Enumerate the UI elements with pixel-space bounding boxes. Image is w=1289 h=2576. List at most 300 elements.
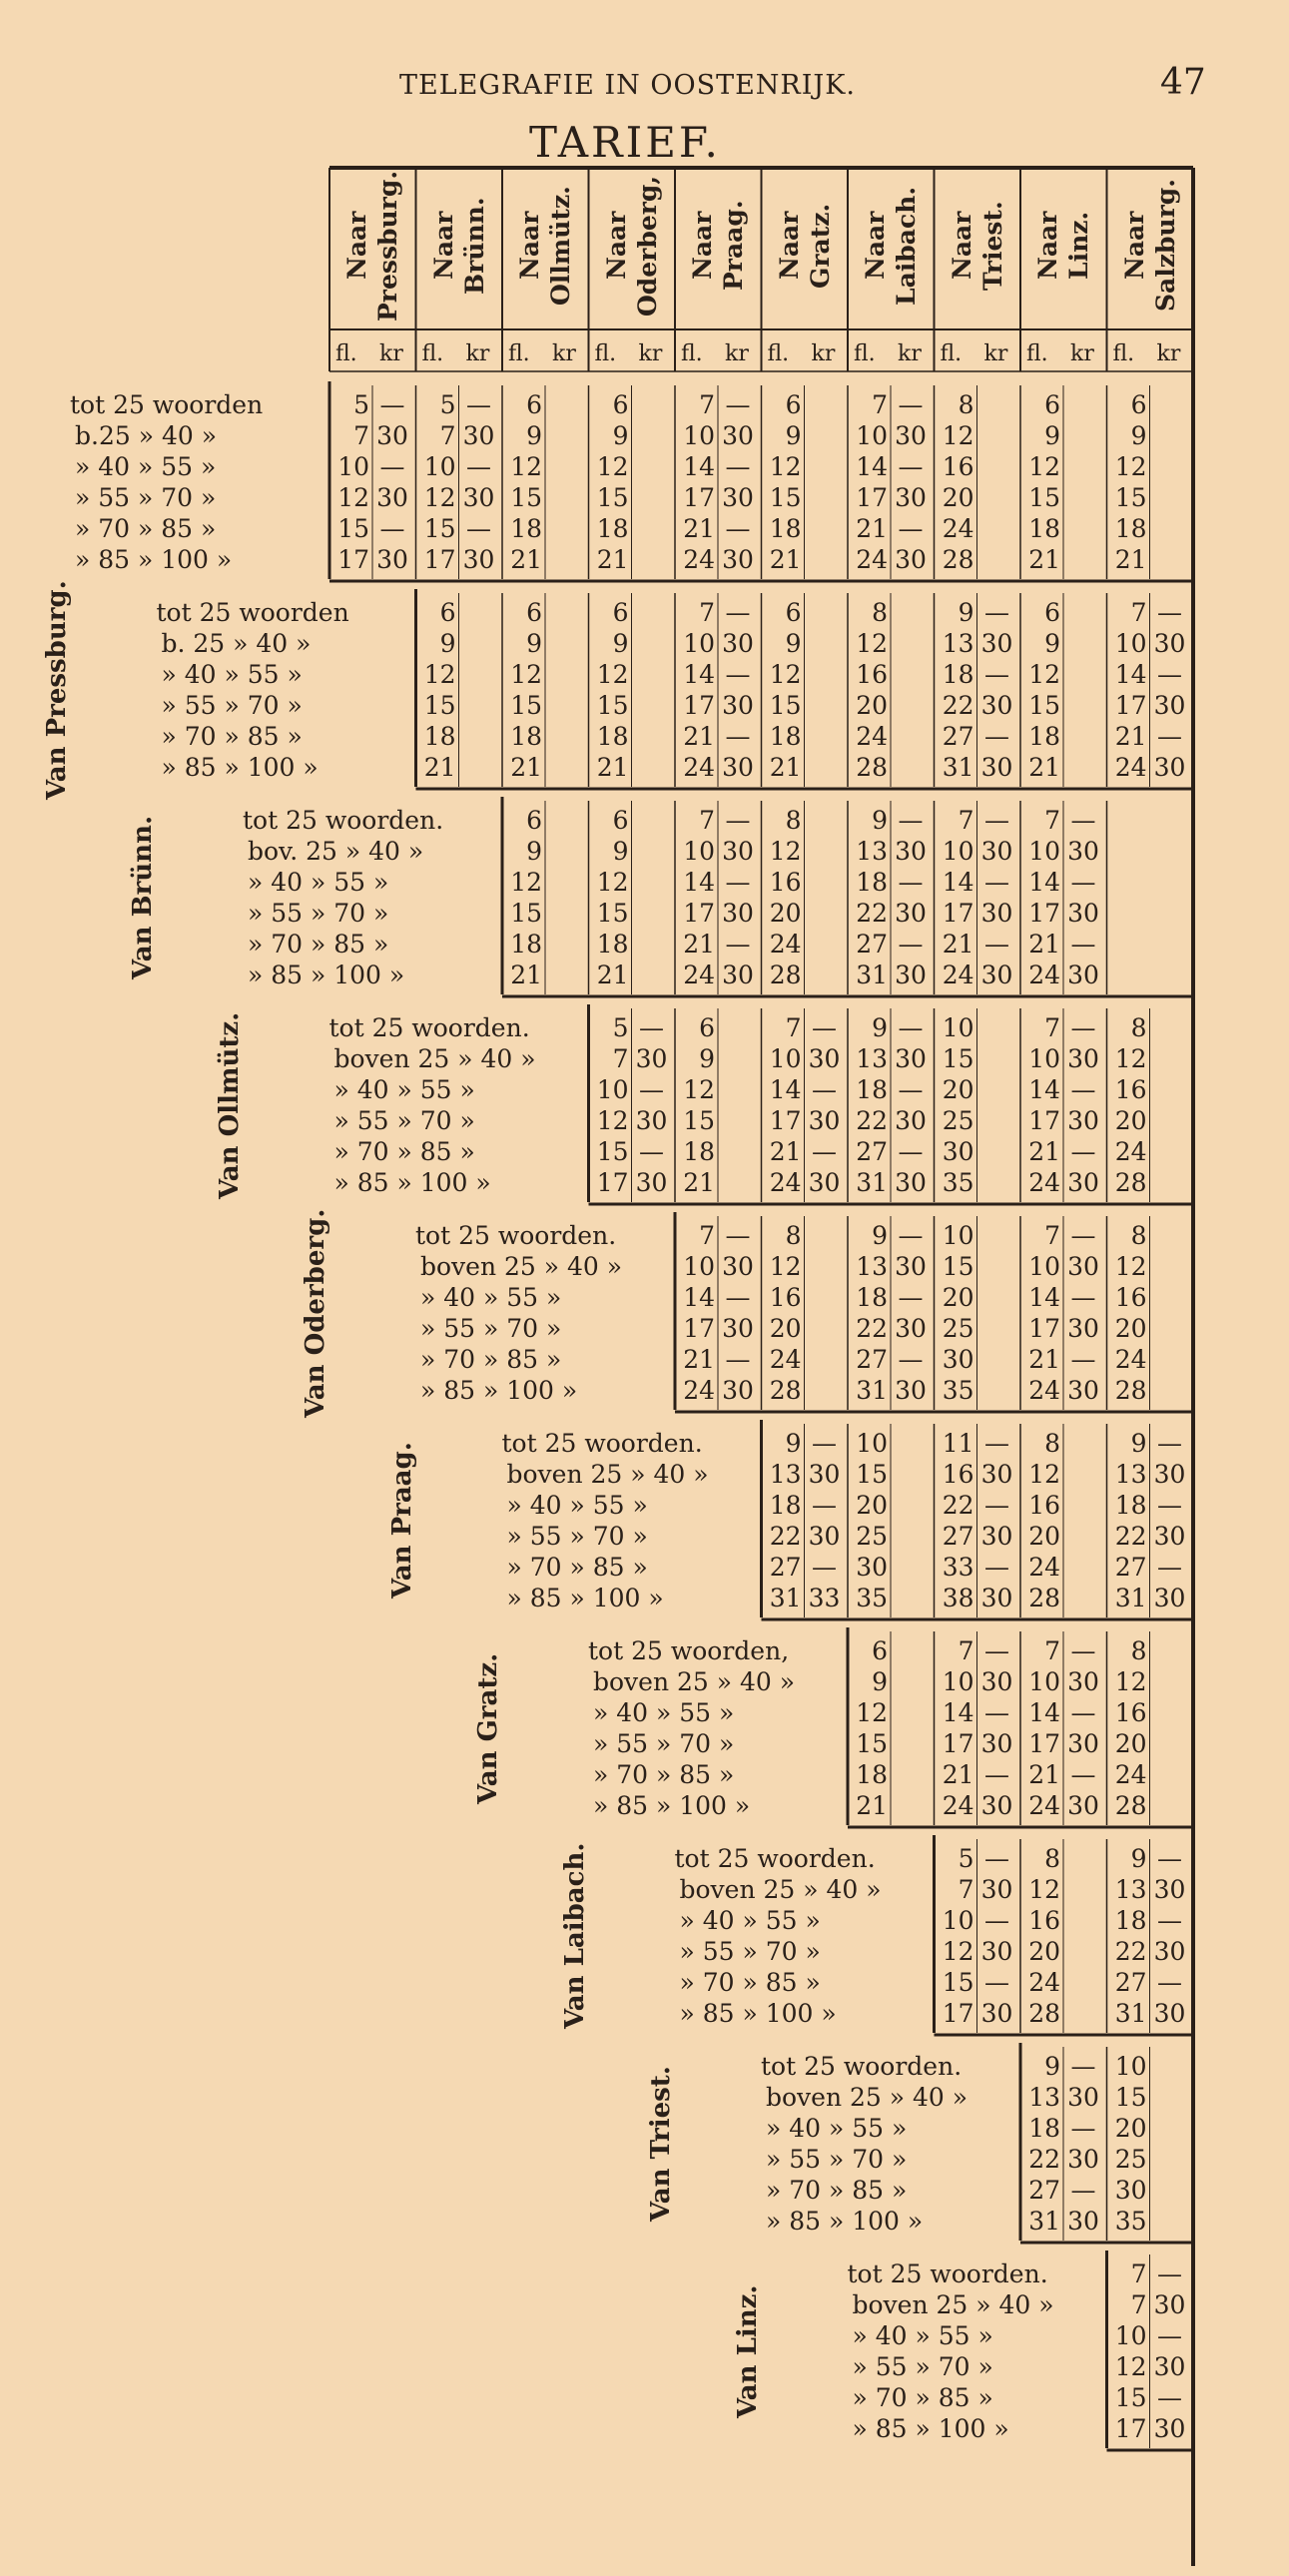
kr-value — [1150, 389, 1190, 420]
kr-value: — — [725, 390, 751, 419]
fl-value: 30 — [942, 1345, 974, 1374]
kr-value: — — [1070, 1698, 1096, 1727]
kr-value: 30 — [808, 1522, 841, 1551]
fl-value: 22 — [856, 899, 888, 928]
fl-value: 17 — [1028, 899, 1060, 928]
kr-value — [891, 1728, 931, 1759]
kr-value — [545, 805, 585, 836]
kr-value — [805, 544, 845, 575]
word-band-label: » 40 » 55 » — [766, 2114, 908, 2143]
fl-value: 9 — [612, 837, 629, 866]
column-header-10 — [1107, 161, 1193, 330]
kr-value — [891, 690, 931, 721]
kr-value: 30 — [1067, 961, 1099, 989]
fl-value: 12 — [1028, 452, 1060, 481]
kr-value — [545, 752, 585, 783]
unit-fl: fl. — [1026, 341, 1048, 366]
kr-value: — — [812, 1553, 837, 1582]
unit-kr: kr — [1070, 341, 1094, 366]
fl-value: 21 — [596, 753, 629, 782]
kr-value: — — [812, 1137, 837, 1166]
fl-value: 28 — [1114, 1376, 1147, 1405]
column-header-city: Linz. — [1064, 211, 1093, 281]
fl-value: 15 — [1028, 483, 1060, 512]
kr-value: 30 — [895, 961, 927, 989]
kr-value: 30 — [980, 837, 1013, 866]
kr-value: — — [1070, 2176, 1096, 2205]
kr-value — [1063, 1905, 1103, 1936]
unit-fl: fl. — [1112, 341, 1135, 366]
fl-value: 20 — [856, 691, 888, 720]
fl-value: 14 — [769, 1075, 802, 1104]
fl-value: 31 — [856, 961, 888, 989]
kr-value — [1063, 482, 1103, 513]
column-header-city: Brünn. — [459, 197, 489, 295]
kr-value: 30 — [1153, 1937, 1186, 1966]
fl-value: 10 — [683, 1252, 715, 1281]
column-header-8 — [935, 161, 1020, 330]
column-header-prefix: Naar — [774, 211, 804, 281]
column-header-4 — [589, 161, 675, 330]
kr-value: 30 — [980, 961, 1013, 989]
kr-value — [977, 1220, 1017, 1251]
kr-value — [632, 597, 672, 628]
column-header-city: Triest. — [977, 201, 1007, 291]
kr-value: — — [725, 806, 751, 835]
kr-value: 30 — [722, 753, 754, 782]
kr-value: — — [1157, 2383, 1182, 2412]
word-band-label: » 70 » 85 » — [161, 722, 303, 751]
fl-value: 31 — [1028, 2207, 1060, 2236]
fl-value: 30 — [942, 1137, 974, 1166]
kr-value — [977, 1344, 1017, 1375]
fl-value: 10 — [942, 1221, 974, 1250]
kr-value — [1063, 451, 1103, 482]
fl-value: 14 — [1028, 1075, 1060, 1104]
kr-value — [891, 721, 931, 752]
fl-value: 20 — [1028, 1522, 1060, 1551]
kr-value — [805, 597, 845, 628]
fl-value: 18 — [856, 868, 888, 897]
kr-value: 30 — [722, 837, 754, 866]
fl-value: 8 — [958, 390, 974, 419]
tot-25-words-label: tot 25 woorden. — [761, 2052, 963, 2081]
kr-value — [805, 420, 845, 451]
fl-value: 7 — [1130, 2259, 1147, 2288]
kr-value — [891, 1459, 931, 1490]
fl-value: 14 — [942, 868, 974, 897]
column-header-prefix: Naar — [515, 211, 544, 281]
unit-fl: fl. — [421, 341, 444, 366]
fl-value: 28 — [769, 1376, 802, 1405]
kr-value — [1150, 2175, 1190, 2206]
fl-value: 8 — [785, 1221, 802, 1250]
kr-value: 30 — [980, 1937, 1013, 1966]
kr-value — [545, 960, 585, 990]
kr-value — [1063, 659, 1103, 690]
fl-value: 27 — [856, 1137, 888, 1166]
kr-value — [977, 1282, 1017, 1313]
fl-value: 16 — [1028, 1491, 1060, 1520]
tot-25-words-label: tot 25 woorden. — [243, 806, 444, 835]
unit-fl: fl. — [681, 341, 703, 366]
kr-value: — — [812, 1013, 837, 1042]
kr-value: 30 — [722, 483, 754, 512]
fl-value: 18 — [1028, 2114, 1060, 2143]
kr-value — [805, 1220, 845, 1251]
kr-value: — — [639, 1075, 664, 1104]
fl-value: 15 — [769, 483, 802, 512]
kr-value — [805, 451, 845, 482]
fl-value: 15 — [856, 1460, 888, 1489]
kr-value — [1150, 1043, 1190, 1074]
fl-value: 24 — [1028, 1791, 1060, 1820]
fl-value: 7 — [699, 806, 715, 835]
kr-value: — — [1070, 1221, 1096, 1250]
kr-value: — — [984, 722, 1009, 751]
kr-value: — — [379, 514, 405, 543]
fl-value: 17 — [423, 545, 456, 574]
kr-value — [805, 1251, 845, 1282]
kr-value — [977, 1251, 1017, 1282]
kr-value — [632, 482, 672, 513]
fl-value: 21 — [769, 1137, 802, 1166]
kr-value: — — [898, 1283, 924, 1312]
kr-value — [1063, 628, 1103, 659]
word-band-label: » 85 » 100 » — [75, 545, 233, 574]
kr-value: — — [984, 660, 1009, 689]
kr-value: — — [725, 1221, 751, 1250]
word-band-label: boven 25 » 40 » — [679, 1875, 882, 1904]
word-band-label: » 70 » 85 » — [593, 1760, 735, 1789]
fl-value: 12 — [596, 660, 629, 689]
kr-value — [977, 1167, 1017, 1198]
column-header-2 — [416, 161, 502, 330]
fl-value: 24 — [683, 545, 715, 574]
kr-value: — — [898, 1137, 924, 1166]
kr-value: — — [1157, 1553, 1182, 1582]
kr-value: 30 — [980, 1460, 1013, 1489]
kr-value: — — [466, 452, 491, 481]
word-band-label: » 40 » 55 » — [506, 1491, 648, 1520]
kr-value: 30 — [722, 629, 754, 658]
fl-value: 35 — [856, 1584, 888, 1612]
fl-value: 21 — [683, 1168, 715, 1197]
fl-value: 10 — [337, 452, 369, 481]
kr-value: 30 — [895, 899, 927, 928]
fl-value: 15 — [683, 1106, 715, 1135]
word-band-label: boven 25 » 40 » — [852, 2290, 1054, 2319]
kr-value: — — [1070, 1345, 1096, 1374]
fl-value: 21 — [683, 514, 715, 543]
kr-value: 30 — [980, 1522, 1013, 1551]
fl-value: 24 — [683, 753, 715, 782]
kr-value: — — [1157, 2259, 1182, 2288]
kr-value — [891, 1583, 931, 1613]
fl-value: 8 — [1044, 1844, 1060, 1873]
fl-value: 14 — [683, 452, 715, 481]
fl-value: 12 — [769, 452, 802, 481]
fl-value: 15 — [596, 691, 629, 720]
kr-value — [1150, 2082, 1190, 2113]
origin-label: Van Pressburg. — [41, 580, 72, 800]
kr-value: — — [898, 1345, 924, 1374]
fl-value: 14 — [856, 452, 888, 481]
fl-value: 28 — [1114, 1791, 1147, 1820]
fl-value: 28 — [1028, 1584, 1060, 1612]
kr-value — [1150, 451, 1190, 482]
fl-value: 10 — [942, 1667, 974, 1696]
tot-25-words-label: tot 25 woorden. — [847, 2259, 1048, 2288]
fl-value: 18 — [856, 1075, 888, 1104]
kr-value: 30 — [635, 1106, 668, 1135]
kr-value: 30 — [635, 1044, 668, 1073]
fl-value: 15 — [769, 691, 802, 720]
fl-value: 13 — [856, 1252, 888, 1281]
kr-value — [1150, 1282, 1190, 1313]
kr-value — [632, 929, 672, 960]
word-band-label: boven 25 » 40 » — [593, 1667, 796, 1696]
fl-value: 6 — [785, 390, 802, 419]
kr-value: 30 — [1067, 837, 1099, 866]
fl-value: 24 — [1114, 753, 1147, 782]
fl-value: 10 — [1114, 2052, 1147, 2081]
word-band-label: b. 25 » 40 » — [161, 629, 312, 658]
word-band-label: » 55 » 70 » — [679, 1937, 821, 1966]
kr-value: 30 — [895, 1106, 927, 1135]
fl-value: 28 — [856, 753, 888, 782]
fl-value: 18 — [1114, 1906, 1147, 1935]
kr-value: 30 — [1067, 2083, 1099, 2112]
unit-kr: kr — [638, 341, 663, 366]
kr-value — [632, 389, 672, 420]
kr-value — [891, 628, 931, 659]
fl-value: 24 — [1028, 1553, 1060, 1582]
fl-value: 9 — [872, 806, 888, 835]
kr-value — [1063, 420, 1103, 451]
page-header — [0, 0, 1289, 180]
fl-value: 12 — [423, 483, 456, 512]
fl-value: 16 — [1028, 1906, 1060, 1935]
fl-value: 21 — [942, 1760, 974, 1789]
fl-value: 21 — [683, 1345, 715, 1374]
kr-value: — — [1070, 1760, 1096, 1789]
table-title: TARIEF. — [529, 118, 721, 167]
fl-value: 16 — [1114, 1283, 1147, 1312]
kr-value: — — [725, 1283, 751, 1312]
word-band-label: » 55 » 70 » — [766, 2145, 908, 2174]
kr-value: — — [984, 1491, 1009, 1520]
kr-value — [632, 805, 672, 836]
kr-value: — — [898, 452, 924, 481]
kr-value — [459, 628, 499, 659]
kr-value — [891, 1521, 931, 1552]
kr-value: 30 — [808, 1460, 841, 1489]
kr-value — [718, 1043, 758, 1074]
fl-value: 10 — [1028, 1252, 1060, 1281]
fl-value: 22 — [942, 1491, 974, 1520]
fl-value: 14 — [683, 1283, 715, 1312]
kr-value — [805, 659, 845, 690]
fl-value: 16 — [856, 660, 888, 689]
kr-value: 30 — [1067, 2207, 1099, 2236]
word-band-label: » 85 » 100 » — [506, 1584, 664, 1612]
word-band-label: » 55 » 70 » — [333, 1106, 475, 1135]
fl-value: 6 — [526, 390, 542, 419]
kr-value: — — [898, 806, 924, 835]
kr-value: — — [1157, 2321, 1182, 2350]
fl-value: 17 — [1028, 1729, 1060, 1758]
kr-value: — — [984, 1636, 1009, 1665]
fl-value: 14 — [942, 1698, 974, 1727]
kr-value — [891, 1552, 931, 1583]
fl-value: 10 — [1028, 837, 1060, 866]
kr-value: 30 — [722, 691, 754, 720]
fl-value: 25 — [1114, 2145, 1147, 2174]
fl-value: 24 — [1114, 1760, 1147, 1789]
fl-value: 21 — [856, 514, 888, 543]
fl-value: 16 — [1114, 1698, 1147, 1727]
fl-value: 9 — [612, 629, 629, 658]
origin-label: Van Oderberg. — [301, 1208, 330, 1418]
kr-value — [718, 1012, 758, 1043]
kr-value — [1063, 389, 1103, 420]
origin-label: Van Gratz. — [473, 1652, 503, 1804]
fl-value: 5 — [353, 390, 369, 419]
kr-value: — — [639, 1013, 664, 1042]
kr-value — [891, 1697, 931, 1728]
kr-value: — — [1070, 1636, 1096, 1665]
fl-value: 10 — [683, 421, 715, 450]
fl-value: 24 — [856, 722, 888, 751]
kr-value — [1150, 1759, 1190, 1790]
fl-value: 28 — [769, 961, 802, 989]
fl-value: 31 — [856, 1376, 888, 1405]
fl-value: 27 — [942, 1522, 974, 1551]
fl-value: 21 — [856, 1791, 888, 1820]
kr-value — [977, 389, 1017, 420]
column-header-city: Oderberg, — [632, 175, 662, 317]
fl-value: 12 — [510, 868, 542, 897]
kr-value — [459, 752, 499, 783]
word-band-label: boven 25 » 40 » — [333, 1044, 536, 1073]
kr-value — [805, 898, 845, 929]
kr-value — [805, 1344, 845, 1375]
kr-value: — — [984, 1760, 1009, 1789]
fl-value: 9 — [872, 1667, 888, 1696]
fl-value: 13 — [1028, 2083, 1060, 2112]
kr-value: — — [984, 1429, 1009, 1458]
fl-value: 28 — [1114, 1168, 1147, 1197]
fl-value: 24 — [769, 1345, 802, 1374]
fl-value: 12 — [596, 1106, 629, 1135]
fl-value: 12 — [1028, 1460, 1060, 1489]
kr-value: 30 — [1153, 1875, 1186, 1904]
tot-25-words-label: tot 25 woorden — [70, 390, 264, 419]
fl-value: 12 — [1028, 1875, 1060, 1904]
fl-value: 24 — [1028, 1168, 1060, 1197]
word-band-label: » 40 » 55 » — [75, 452, 217, 481]
column-header-prefix: Naar — [1033, 211, 1062, 281]
word-band-label: » 55 » 70 » — [161, 691, 303, 720]
kr-value: 30 — [376, 483, 408, 512]
fl-value: 20 — [1114, 1106, 1147, 1135]
kr-value: 30 — [980, 1791, 1013, 1820]
fl-value: 6 — [1044, 598, 1060, 627]
kr-value — [977, 1313, 1017, 1344]
fl-value: 27 — [856, 930, 888, 959]
word-band-label: boven 25 » 40 » — [506, 1460, 709, 1489]
fl-value: 8 — [785, 806, 802, 835]
kr-value: — — [725, 598, 751, 627]
fl-value: 5 — [612, 1013, 629, 1042]
kr-value: — — [898, 390, 924, 419]
kr-value: 30 — [808, 1044, 841, 1073]
kr-value — [1150, 1220, 1190, 1251]
origin-label: Van Ollmütz. — [214, 1011, 245, 1199]
kr-value — [977, 1043, 1017, 1074]
fl-value: 7 — [872, 390, 888, 419]
fl-value: 30 — [1114, 2176, 1147, 2205]
kr-value — [545, 544, 585, 575]
kr-value: — — [1157, 598, 1182, 627]
fl-value: 17 — [683, 483, 715, 512]
fl-value: 8 — [1130, 1221, 1147, 1250]
kr-value — [1150, 1666, 1190, 1697]
kr-value — [718, 1105, 758, 1136]
fl-value: 20 — [942, 1075, 974, 1104]
fl-value: 17 — [942, 899, 974, 928]
fl-value: 7 — [439, 421, 456, 450]
kr-value: 30 — [1067, 1791, 1099, 1820]
kr-value — [632, 513, 672, 544]
word-band-label: » 70 » 85 » — [506, 1553, 648, 1582]
fl-value: 17 — [1114, 2414, 1147, 2443]
fl-value: 10 — [1028, 1044, 1060, 1073]
column-header-9 — [1020, 161, 1106, 330]
column-header-7 — [848, 161, 934, 330]
kr-value: — — [1070, 2114, 1096, 2143]
fl-value: 31 — [1114, 1584, 1147, 1612]
fl-value: 17 — [683, 691, 715, 720]
kr-value — [1063, 1583, 1103, 1613]
kr-value — [805, 1282, 845, 1313]
fl-value: 7 — [785, 1013, 802, 1042]
word-band-label: » 70 » 85 » — [766, 2176, 908, 2205]
kr-value: 30 — [895, 421, 927, 450]
kr-value: 30 — [980, 1584, 1013, 1612]
unit-kr: kr — [898, 341, 922, 366]
fl-value: 6 — [785, 598, 802, 627]
fl-value: 9 — [785, 1429, 802, 1458]
fl-value: 6 — [612, 806, 629, 835]
fl-value: 14 — [683, 868, 715, 897]
fl-value: 35 — [1114, 2207, 1147, 2236]
column-header-city: Salzburg. — [1150, 179, 1180, 313]
kr-value — [805, 721, 845, 752]
kr-value — [545, 659, 585, 690]
fl-value: 10 — [596, 1075, 629, 1104]
word-band-label: » 40 » 55 » — [679, 1906, 821, 1935]
kr-value — [891, 1790, 931, 1821]
kr-value — [805, 867, 845, 898]
kr-value: — — [725, 1345, 751, 1374]
kr-value — [632, 451, 672, 482]
fl-value: 15 — [942, 1252, 974, 1281]
fl-value: 8 — [1130, 1636, 1147, 1665]
kr-value: 30 — [980, 1667, 1013, 1696]
fl-value: 6 — [612, 598, 629, 627]
